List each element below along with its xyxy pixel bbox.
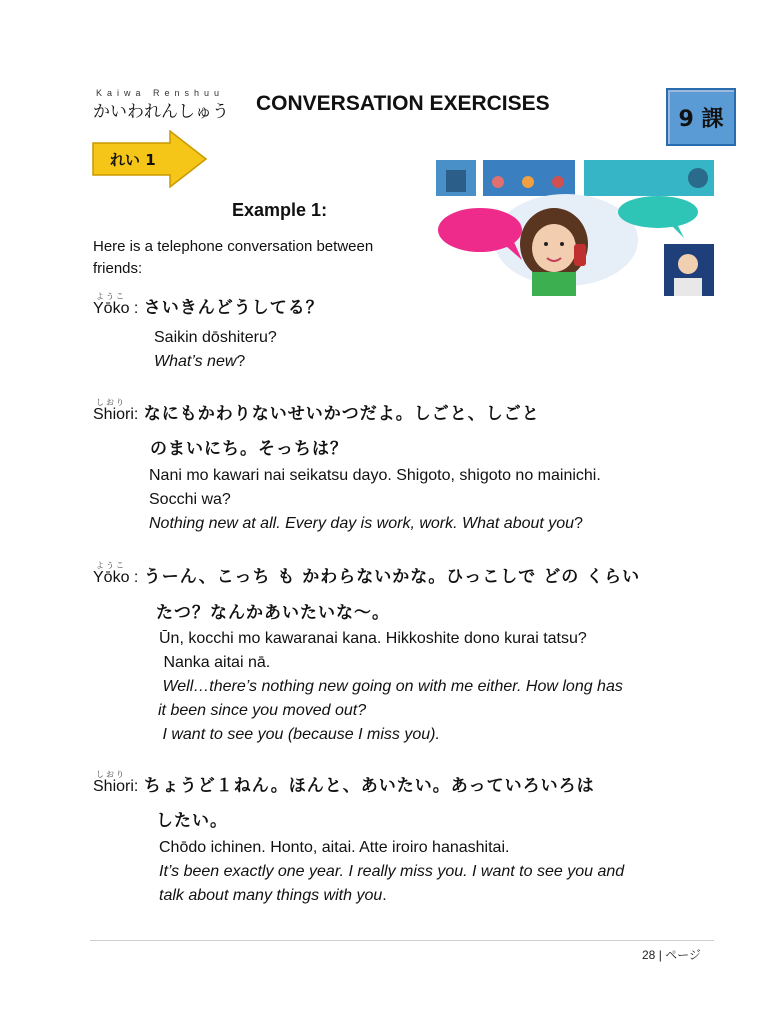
english-text-1-main: What’s new <box>154 353 237 370</box>
lesson-badge: 9 課 <box>666 88 736 146</box>
japanese-text-3a: うーん、こっち も かわらないかな。ひっこしで どの くらい <box>143 567 641 587</box>
page-footer <box>642 946 701 963</box>
dialogue-line-4 <box>93 774 595 799</box>
furigana-yoko-1: ようこ <box>96 292 126 301</box>
page-word: ページ <box>665 948 701 962</box>
english-text-2-main: Nothing new at all. Every day is work, work. What about you <box>149 515 575 532</box>
romaji-text-2a: Nani mo kawari nai seikatsu dayo. Shigoto, shigoto no mainichi. <box>149 467 601 484</box>
dialogue-line-3 <box>93 565 640 590</box>
intro-text <box>93 236 373 280</box>
japanese-text-4b: したい。 <box>156 811 228 831</box>
romaji-text-2b: Socchi wa? <box>149 491 231 508</box>
footer-divider <box>90 940 714 941</box>
japanese-text-1: さいきんどうしてる？ <box>143 298 324 318</box>
english-text-2 <box>149 512 583 536</box>
intro-line-1: Here is a telephone conversation between <box>93 238 374 255</box>
romaji-text-3b: Nanka aitai nā. <box>159 654 271 671</box>
furigana-yoko-2: ようこ <box>96 561 126 570</box>
english-text-3a: Well…there’s nothing new going on with me either. How long has <box>158 678 623 695</box>
phone-call-illustration <box>436 160 714 296</box>
japanese-text-3b: たつ？なんかあいたいな〜。 <box>156 603 390 623</box>
dialogue-line-2 <box>93 402 540 427</box>
dialogue-line-1 <box>93 296 324 321</box>
speaker-shiori-1: Shiori: <box>93 406 139 423</box>
furigana-shiori-2: しおり <box>96 770 126 779</box>
japanese-text-2a: なにもかわりないせいかつだよ。しごと、しごと <box>143 404 540 424</box>
header-kana: かいわれんしゅう <box>93 102 229 122</box>
page-title: CONVERSATION EXERCISES <box>256 92 550 115</box>
header-romaji: Kaiwa Renshuu <box>96 88 225 98</box>
english-text-1-end: ? <box>236 353 246 370</box>
japanese-text-4a: ちょうど１ねん。ほんと、あいたい。あっていろいろは <box>143 776 595 796</box>
romaji-text-3a: Ūn, kocchi mo kawaranai kana. Hikkoshite dono kurai tatsu? <box>159 630 587 647</box>
english-text-4b <box>159 884 387 908</box>
furigana-shiori-1: しおり <box>96 398 126 407</box>
example-title <box>232 200 327 221</box>
example-title-colon: : <box>321 200 328 220</box>
romaji-text-4: Chōdo ichinen. Honto, aitai. Atte iroiro hanashitai. <box>159 839 510 856</box>
english-text-2-end: ? <box>574 515 583 532</box>
page-number: 28 <box>642 948 656 962</box>
speaker-shiori-2: Shiori: <box>93 778 139 795</box>
english-text-3b: it been since you moved out? <box>158 702 367 719</box>
speaker-yoko-1: Yōko : <box>93 300 139 317</box>
english-text-4b-main: talk about many things with you <box>159 887 383 904</box>
speaker-yoko-2: Yōko : <box>93 569 139 586</box>
page-separator: | <box>658 948 662 962</box>
english-text-3c: I want to see you (because I miss you). <box>158 726 440 743</box>
english-text-1 <box>154 350 245 374</box>
english-text-4a: It’s been exactly one year. I really miss you. I want to see you and <box>159 863 625 880</box>
example-title-text: Example 1 <box>232 200 322 220</box>
arrow-label: れい 1 <box>110 151 156 169</box>
intro-line-2: friends: <box>93 260 143 277</box>
romaji-text-1: Saikin dōshiteru? <box>154 329 277 346</box>
japanese-text-2b: のまいにち。そっちは？ <box>150 439 348 459</box>
english-text-4b-end: . <box>382 887 387 904</box>
